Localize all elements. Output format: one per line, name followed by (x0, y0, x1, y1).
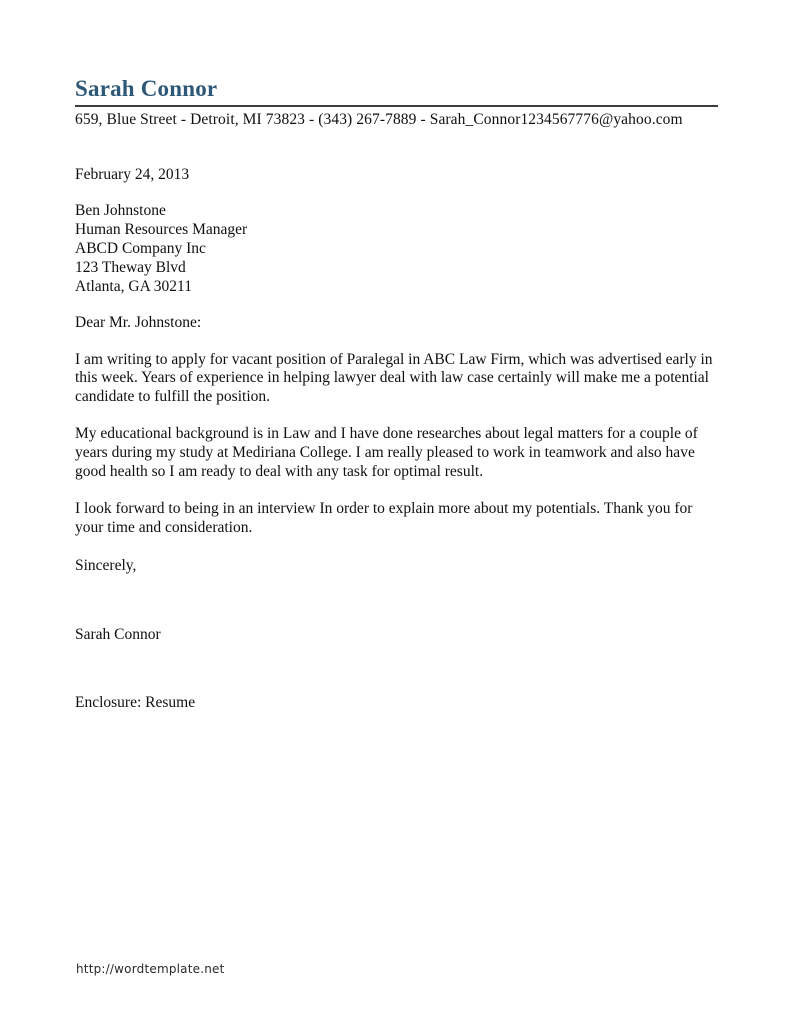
recipient-company: ABCD Company Inc (75, 239, 206, 257)
body-paragraph-2: My educational background is in Law and I have done researches about legal matters for a couple of years during my study at Mediriana College. I am really pleased to work in teamwork and also have good health so I am ready to deal with any task for optimal result. (75, 425, 698, 481)
salutation: Dear Mr. Johnstone: (75, 313, 202, 331)
body-paragraph-1: I am writing to apply for vacant position of Paralegal in ABC Law Firm, which was advertised early in this week. Years of experience in helping lawyer deal with law case certainly will make me a potential candidate to fulfill the position. (75, 350, 713, 406)
body-paragraph-3: I look forward to being in an interview In order to explain more about my potentials. Thank you for your time and consideration. (75, 499, 693, 536)
recipient-title: Human Resources Manager (75, 221, 248, 239)
footer-template-url[interactable]: http://wordtemplate.net (76, 962, 225, 976)
recipient-street: 123 Theway Blvd (75, 258, 186, 276)
signature-name: Sarah Connor (75, 625, 161, 643)
contact-info-line: 659, Blue Street - Detroit, MI 73823 - (343) 267-7889 - Sarah_Connor1234567776@yahoo.com (75, 111, 683, 129)
letter-content (75, 76, 718, 713)
letter-date: February 24, 2013 (75, 166, 190, 184)
letter-header (75, 76, 718, 107)
recipient-name: Ben Johnstone (75, 202, 166, 220)
closing-phrase: Sincerely, (75, 556, 137, 574)
author-name-heading: Sarah Connor (75, 76, 218, 101)
enclosure-note: Enclosure: Resume (75, 693, 196, 711)
recipient-address-block (75, 202, 718, 297)
recipient-city: Atlanta, GA 30211 (75, 277, 192, 295)
